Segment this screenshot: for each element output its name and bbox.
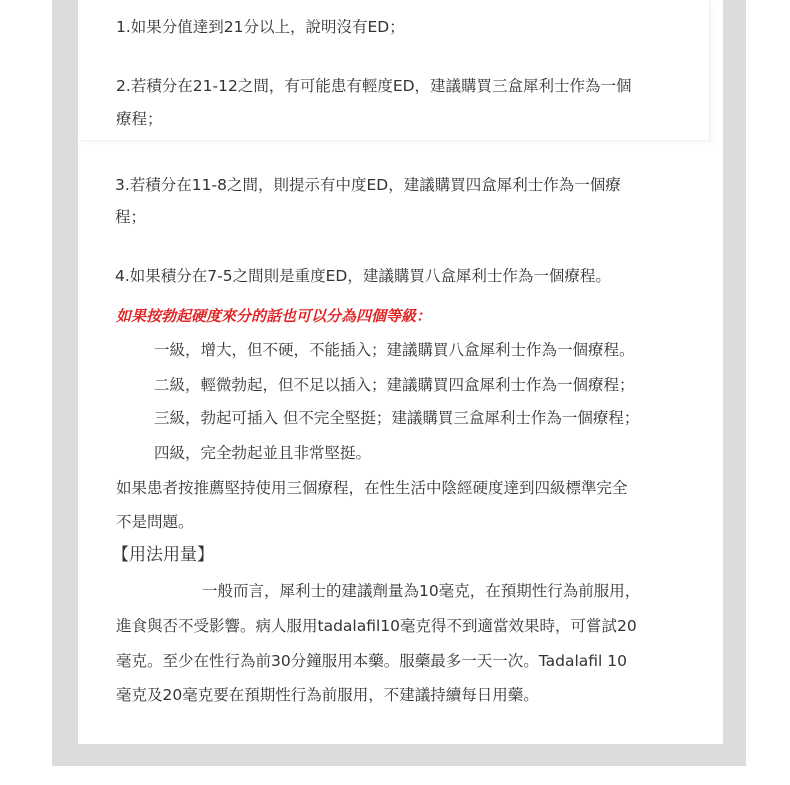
scoring-line-3: 3.若積分在11-8之間，則提示有中度ED，建議購買四盒犀利士作為一個療	[115, 176, 621, 194]
usage-line-2: 進食與否不受影響。病人服用tadalafil10毫克得不到適當效果時，可嘗試20	[116, 617, 637, 635]
usage-heading: 【用法用量】	[112, 545, 214, 565]
usage-line-1: 一般而言，犀利士的建議劑量為10毫克，在預期性行為前服用，	[202, 582, 641, 600]
usage-line-3: 毫克。至少在性行為前30分鐘服用本藥。服藥最多一天一次。Tadalafil 10	[116, 652, 627, 670]
scoring-line-1: 1.如果分值達到21分以上，說明沒有ED；	[116, 18, 405, 36]
scoring-line-3-cont: 程；	[115, 208, 147, 226]
grade-item-4: 四級，完全勃起並且非常堅挺。	[154, 444, 372, 462]
recommend-line-1: 如果患者按推薦堅持使用三個療程，在性生活中陰經硬度達到四級標準完全	[116, 479, 628, 497]
grade-item-3: 三級，勃起可插入 但不完全堅挺；建議購買三盒犀利士作為一個療程；	[154, 409, 640, 427]
grade-heading: 如果按勃起硬度來分的話也可以分為四個等級：	[116, 307, 432, 325]
grade-item-1: 一級，增大，但不硬，不能插入；建議購買八盒犀利士作為一個療程。	[154, 341, 635, 359]
scoring-line-2-cont: 療程；	[116, 110, 163, 128]
usage-line-4: 毫克及20毫克要在預期性行為前服用，不建議持續每日用藥。	[116, 686, 539, 704]
recommend-line-2: 不是問題。	[116, 513, 194, 531]
article-card	[78, 0, 723, 744]
grade-item-2: 二級，輕微勃起，但不足以插入；建議購買四盒犀利士作為一個療程；	[154, 376, 635, 394]
scoring-line-2: 2.若積分在21-12之間，有可能患有輕度ED，建議購買三盒犀利士作為一個	[116, 77, 632, 95]
scoring-line-4: 4.如果積分在7-5之間則是重度ED，建議購買八盒犀利士作為一個療程。	[115, 267, 611, 285]
